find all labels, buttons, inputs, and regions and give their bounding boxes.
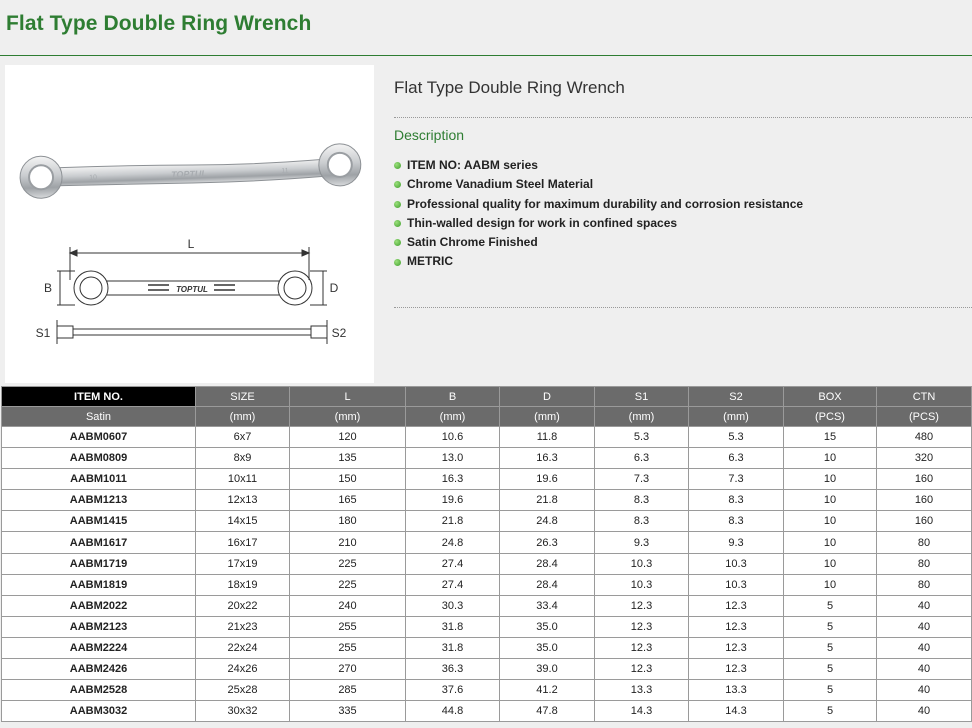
table-cell: 28.4: [500, 553, 595, 574]
column-header: L: [290, 387, 406, 407]
feature-text: Professional quality for maximum durability and corrosion resistance: [407, 196, 804, 211]
header-row-top: [2, 387, 972, 407]
table-cell: 14.3: [595, 701, 689, 722]
table-cell: 335: [290, 701, 406, 722]
table-cell: 80: [877, 574, 972, 595]
feature-item: [394, 175, 803, 194]
diagram-label-d: D: [329, 281, 339, 295]
table-cell: 165: [290, 490, 406, 511]
table-cell: 320: [877, 448, 972, 469]
table-cell: 150: [290, 469, 406, 490]
table-cell: 120: [290, 427, 406, 448]
table-cell: 255: [290, 637, 406, 658]
table-cell: 80: [877, 553, 972, 574]
table-cell: 19.6: [500, 469, 595, 490]
feature-text: ITEM NO: AABM series: [407, 158, 538, 172]
table-cell: 12.3: [689, 637, 784, 658]
table-row: [2, 701, 972, 722]
table-row: [2, 532, 972, 553]
feature-text: Satin Chrome Finished: [407, 235, 538, 250]
table-cell: 13.3: [595, 680, 689, 701]
table-cell: 16.3: [500, 448, 595, 469]
item-number-cell: AABM0809: [2, 448, 196, 469]
table-cell: 40: [877, 701, 972, 722]
table-cell: 255: [290, 616, 406, 637]
column-header: B: [406, 387, 500, 407]
table-cell: 21.8: [406, 511, 500, 532]
table-row: [2, 659, 972, 680]
column-unit: (mm): [406, 407, 500, 427]
table-cell: 14x15: [196, 511, 290, 532]
table-cell: 16.3: [406, 469, 500, 490]
table-cell: 12x13: [196, 490, 290, 511]
table-cell: 210: [290, 532, 406, 553]
table-cell: 44.8: [406, 701, 500, 722]
table-row: [2, 469, 972, 490]
table-cell: 5: [784, 659, 877, 680]
table-row: [2, 490, 972, 511]
item-number-cell: AABM1719: [2, 553, 196, 574]
diagram-label-s2: S2: [331, 326, 347, 340]
feature-item: [394, 214, 803, 233]
table-cell: 16x17: [196, 532, 290, 553]
feature-list: [394, 156, 803, 272]
column-unit: (PCS): [877, 407, 972, 427]
feature-item: [394, 252, 803, 271]
table-cell: 225: [290, 553, 406, 574]
table-cell: 6x7: [196, 427, 290, 448]
column-unit: (mm): [500, 407, 595, 427]
table-cell: 40: [877, 659, 972, 680]
table-cell: 31.8: [406, 637, 500, 658]
title-divider: [0, 55, 972, 56]
table-cell: 10: [784, 469, 877, 490]
wrench-brand-engraving: TOPTUL: [170, 168, 208, 180]
table-cell: 28.4: [500, 574, 595, 595]
column-unit: (PCS): [784, 407, 877, 427]
table-row: [2, 511, 972, 532]
table-cell: 160: [877, 511, 972, 532]
item-number-cell: AABM3032: [2, 701, 196, 722]
table-cell: 21x23: [196, 616, 290, 637]
table-row: [2, 448, 972, 469]
diagram-label-s1: S1: [35, 326, 51, 340]
item-number-cell: AABM2426: [2, 659, 196, 680]
table-cell: 285: [290, 680, 406, 701]
table-cell: 12.3: [595, 637, 689, 658]
table-cell: 8.3: [595, 490, 689, 511]
table-cell: 14.3: [689, 701, 784, 722]
bullet-icon: [394, 201, 401, 208]
table-cell: 17x19: [196, 553, 290, 574]
column-unit: Satin: [2, 407, 196, 427]
table-row: [2, 574, 972, 595]
item-number-cell: AABM2022: [2, 595, 196, 616]
item-number-cell: AABM0607: [2, 427, 196, 448]
wrench-size-right: 11: [281, 167, 289, 175]
table-cell: 21.8: [500, 490, 595, 511]
table-cell: 135: [290, 448, 406, 469]
item-number-cell: AABM1415: [2, 511, 196, 532]
table-row: [2, 680, 972, 701]
table-cell: 39.0: [500, 659, 595, 680]
table-cell: 480: [877, 427, 972, 448]
table-cell: 10x11: [196, 469, 290, 490]
table-cell: 11.8: [500, 427, 595, 448]
table-cell: 35.0: [500, 616, 595, 637]
table-row: [2, 616, 972, 637]
item-number-cell: AABM2224: [2, 637, 196, 658]
table-cell: 10: [784, 532, 877, 553]
table-cell: 5: [784, 701, 877, 722]
feature-item: [394, 195, 803, 214]
table-cell: 10.6: [406, 427, 500, 448]
table-cell: 36.3: [406, 659, 500, 680]
table-body: [2, 427, 972, 722]
feature-text: METRIC: [407, 254, 453, 269]
column-unit: (mm): [196, 407, 290, 427]
table-cell: 37.6: [406, 680, 500, 701]
column-header: ITEM NO.: [2, 387, 196, 407]
table-cell: 15: [784, 427, 877, 448]
table-cell: 47.8: [500, 701, 595, 722]
table-cell: 13.3: [689, 680, 784, 701]
table-cell: 30x32: [196, 701, 290, 722]
table-cell: 8x9: [196, 448, 290, 469]
feature-text: Thin-walled design for work in confined spaces: [407, 215, 678, 230]
bullet-icon: [394, 259, 401, 266]
table-cell: 24.8: [500, 511, 595, 532]
table-cell: 12.3: [595, 616, 689, 637]
table-cell: 31.8: [406, 616, 500, 637]
spec-table-wrapper: [1, 386, 971, 722]
description-divider: [394, 307, 972, 308]
table-cell: 8.3: [689, 511, 784, 532]
table-cell: 6.3: [595, 448, 689, 469]
item-number-cell: AABM1617: [2, 532, 196, 553]
table-cell: 19.6: [406, 490, 500, 511]
feature-item: [394, 233, 803, 252]
header-row-bottom: [2, 407, 972, 427]
table-cell: 5: [784, 680, 877, 701]
item-number-cell: AABM2528: [2, 680, 196, 701]
table-cell: 7.3: [689, 469, 784, 490]
table-cell: 8.3: [595, 511, 689, 532]
table-cell: 20x22: [196, 595, 290, 616]
column-header: SIZE: [196, 387, 290, 407]
diagram-label-l: L: [187, 237, 195, 251]
bullet-icon: [394, 181, 401, 188]
table-cell: 5: [784, 595, 877, 616]
table-cell: 41.2: [500, 680, 595, 701]
bullet-icon: [394, 220, 401, 227]
table-cell: 9.3: [689, 532, 784, 553]
table-cell: 22x24: [196, 637, 290, 658]
table-cell: 9.3: [595, 532, 689, 553]
column-header: D: [500, 387, 595, 407]
table-cell: 5: [784, 637, 877, 658]
table-cell: 18x19: [196, 574, 290, 595]
table-cell: 24x26: [196, 659, 290, 680]
wrench-size-left: 10: [89, 174, 98, 182]
table-cell: 12.3: [689, 616, 784, 637]
table-cell: 10: [784, 511, 877, 532]
table-cell: 12.3: [689, 595, 784, 616]
diagram-brand: TOPTUL: [176, 285, 208, 294]
table-cell: 40: [877, 637, 972, 658]
column-header: CTN: [877, 387, 972, 407]
table-cell: 10.3: [595, 553, 689, 574]
table-cell: 12.3: [595, 659, 689, 680]
product-name: Flat Type Double Ring Wrench: [394, 78, 625, 97]
page-title: Flat Type Double Ring Wrench: [6, 12, 312, 35]
item-number-cell: AABM1011: [2, 469, 196, 490]
table-row: [2, 637, 972, 658]
table-cell: 5.3: [689, 427, 784, 448]
table-cell: 270: [290, 659, 406, 680]
item-number-cell: AABM2123: [2, 616, 196, 637]
table-cell: 160: [877, 490, 972, 511]
table-cell: 225: [290, 574, 406, 595]
table-cell: 27.4: [406, 553, 500, 574]
table-cell: 24.8: [406, 532, 500, 553]
table-row: [2, 553, 972, 574]
column-unit: (mm): [595, 407, 689, 427]
column-unit: (mm): [290, 407, 406, 427]
bullet-icon: [394, 239, 401, 246]
column-header: S2: [689, 387, 784, 407]
table-cell: 13.0: [406, 448, 500, 469]
product-image: [5, 65, 374, 383]
column-header: BOX: [784, 387, 877, 407]
table-cell: 35.0: [500, 637, 595, 658]
table-cell: 160: [877, 469, 972, 490]
table-cell: 6.3: [689, 448, 784, 469]
table-cell: 33.4: [500, 595, 595, 616]
product-image-panel: [5, 65, 374, 383]
feature-item: [394, 156, 803, 175]
table-cell: 12.3: [595, 595, 689, 616]
feature-text: Chrome Vanadium Steel Material: [407, 177, 594, 192]
table-cell: 40: [877, 595, 972, 616]
column-header: S1: [595, 387, 689, 407]
table-cell: 40: [877, 616, 972, 637]
table-cell: 26.3: [500, 532, 595, 553]
table-row: [2, 595, 972, 616]
bullet-icon: [394, 162, 401, 169]
diagram-label-b: B: [43, 281, 53, 295]
name-divider: [394, 117, 972, 118]
table-cell: 5.3: [595, 427, 689, 448]
table-cell: 10: [784, 553, 877, 574]
table-cell: 12.3: [689, 659, 784, 680]
table-cell: 8.3: [689, 490, 784, 511]
table-cell: 10.3: [689, 553, 784, 574]
column-unit: (mm): [689, 407, 784, 427]
table-cell: 180: [290, 511, 406, 532]
table-row: [2, 427, 972, 448]
item-number-cell: AABM1819: [2, 574, 196, 595]
table-cell: 10: [784, 574, 877, 595]
table-cell: 10: [784, 490, 877, 511]
description-heading: Description: [394, 127, 465, 143]
table-cell: 27.4: [406, 574, 500, 595]
item-number-cell: AABM1213: [2, 490, 196, 511]
table-cell: 10.3: [595, 574, 689, 595]
dimension-diagram: [36, 237, 347, 344]
spec-table: [1, 386, 972, 722]
table-cell: 10: [784, 448, 877, 469]
table-cell: 30.3: [406, 595, 500, 616]
table-cell: 25x28: [196, 680, 290, 701]
table-cell: 5: [784, 616, 877, 637]
table-header: [2, 387, 972, 427]
table-cell: 40: [877, 680, 972, 701]
table-cell: 10.3: [689, 574, 784, 595]
table-cell: 240: [290, 595, 406, 616]
wrench-photo: [19, 143, 361, 199]
table-cell: 80: [877, 532, 972, 553]
table-cell: 7.3: [595, 469, 689, 490]
